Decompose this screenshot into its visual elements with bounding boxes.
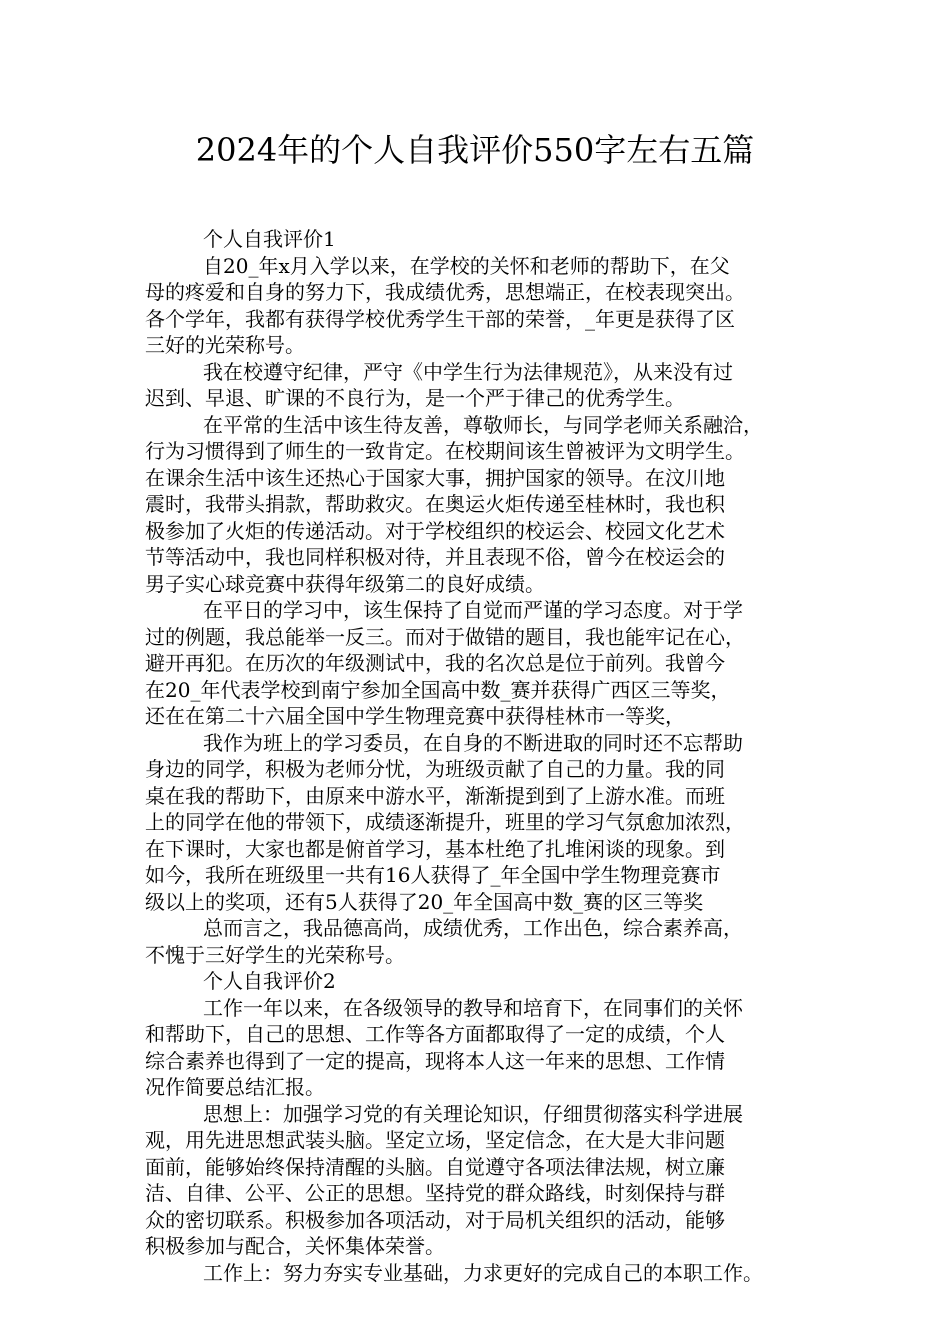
text-line: 男子实心球竞赛中获得年级第二的良好成绩。 (145, 571, 545, 596)
text-line: 积极参加与配合，关怀集体荣誉。 (145, 1234, 445, 1258)
document-title: 2024年的个人自我评价550字左右五篇 (195, 131, 755, 169)
text-line: 震时，我带头捐款，帮助救灾。在奥运火炬传递至桂林时，我也积 (145, 492, 725, 516)
text-line: 综合素养也得到了一定的提高，现将本人这一年来的思想、工作情 (145, 1048, 725, 1073)
text-line: 众的密切联系。积极参加各项活动，对于局机关组织的活动，能够 (145, 1207, 725, 1232)
text-line: 洁、自律、公平、公正的思想。坚持党的群众路线，时刻保持与群 (145, 1181, 725, 1205)
text-line: 在下课时，大家也都是俯首学习，基本杜绝了扎堆闲谈的现象。到 (145, 836, 725, 861)
text-line: 总而言之，我品德高尚，成绩优秀，工作出色，综合素养高， (203, 916, 743, 940)
text-line: 过的例题，我总能举一反三。而对于做错的题目，我也能牢记在心， (145, 624, 745, 649)
document-body (145, 226, 827, 1286)
text-line: 行为习惯得到了师生的一致肯定。在校期间该生曾被评为文明学生。 (145, 439, 745, 463)
text-line: 如今，我所在班级里一共有16人获得了_年全国中学生物理竞赛市 (145, 863, 721, 887)
text-line: 迟到、早退、旷课的不良行为，是一个严于律己的优秀学生。 (145, 386, 685, 410)
text-line: 和帮助下，自己的思想、工作等各方面都取得了一定的成绩，个人 (145, 1022, 725, 1046)
text-line: 极参加了火炬的传递活动。对于学校组织的校运会、校园文化艺术 (145, 518, 725, 543)
text-line: 自20_年x月入学以来，在学校的关怀和老师的帮助下，在父 (203, 253, 730, 278)
text-line: 上的同学在他的带领下，成绩逐渐提升，班里的学习气氛愈加浓烈， (145, 810, 745, 834)
text-line: 观，用先进思想武装头脑。坚定立场，坚定信念，在大是大非问题 (145, 1128, 725, 1152)
text-line: 各个学年，我都有获得学校优秀学生干部的荣誉，_年更是获得了区 (145, 306, 735, 331)
text-line: 我作为班上的学习委员，在自身的不断进取的同时还不忘帮助 (203, 730, 743, 755)
text-line: 桌在我的帮助下，由原来中游水平，渐渐提到到了上游水准。而班 (145, 783, 725, 808)
text-line: 况作简要总结汇报。 (145, 1075, 325, 1099)
text-line: 个人自我评价1 (203, 227, 336, 251)
text-line: 我在校遵守纪律，严守《中学生行为法律规范》，从来没有过 (203, 359, 733, 384)
text-line: 母的疼爱和自身的努力下，我成绩优秀，思想端正，在校表现突出。 (145, 280, 745, 304)
text-line: 个人自我评价2 (203, 969, 336, 993)
text-line: 在平日的学习中，该生保持了自觉而严谨的学习态度。对于学 (203, 598, 743, 622)
text-line: 在平常的生活中该生待友善，尊敬师长，与同学老师关系融洽， (203, 412, 763, 437)
text-line: 级以上的奖项，还有5人获得了20_年全国高中数_赛的区三等奖 (145, 889, 704, 914)
text-line: 工作一年以来，在各级领导的教导和培育下，在同事们的关怀 (203, 995, 743, 1020)
text-line: 避开再犯。在历次的年级测试中，我的名次总是位于前列。我曾今 (145, 651, 725, 675)
text-line: 工作上：努力夯实专业基础，力求更好的完成自己的本职工作。 (203, 1260, 763, 1285)
text-line: 在20_年代表学校到南宁参加全国高中数_赛并获得广西区三等奖， (145, 677, 731, 702)
text-line: 身边的同学，积极为老师分忧，为班级贡献了自己的力量。我的同 (145, 757, 725, 781)
text-line: 节等活动中，我也同样积极对待，并且表现不俗，曾今在校运会的 (145, 545, 725, 569)
text-line: 还在在第二十六届全国中学生物理竞赛中获得桂林市一等奖， (145, 704, 685, 728)
text-line: 面前，能够始终保持清醒的头脑。自觉遵守各项法律法规，树立廉 (145, 1154, 725, 1179)
text-line: 在课余生活中该生还热心于国家大事，拥护国家的领导。在汶川地 (145, 465, 725, 490)
text-line: 不愧于三好学生的光荣称号。 (145, 942, 405, 967)
text-line: 三好的光荣称号。 (145, 333, 305, 357)
text-line: 思想上：加强学习党的有关理论知识，仔细贯彻落实科学进展 (203, 1101, 743, 1126)
